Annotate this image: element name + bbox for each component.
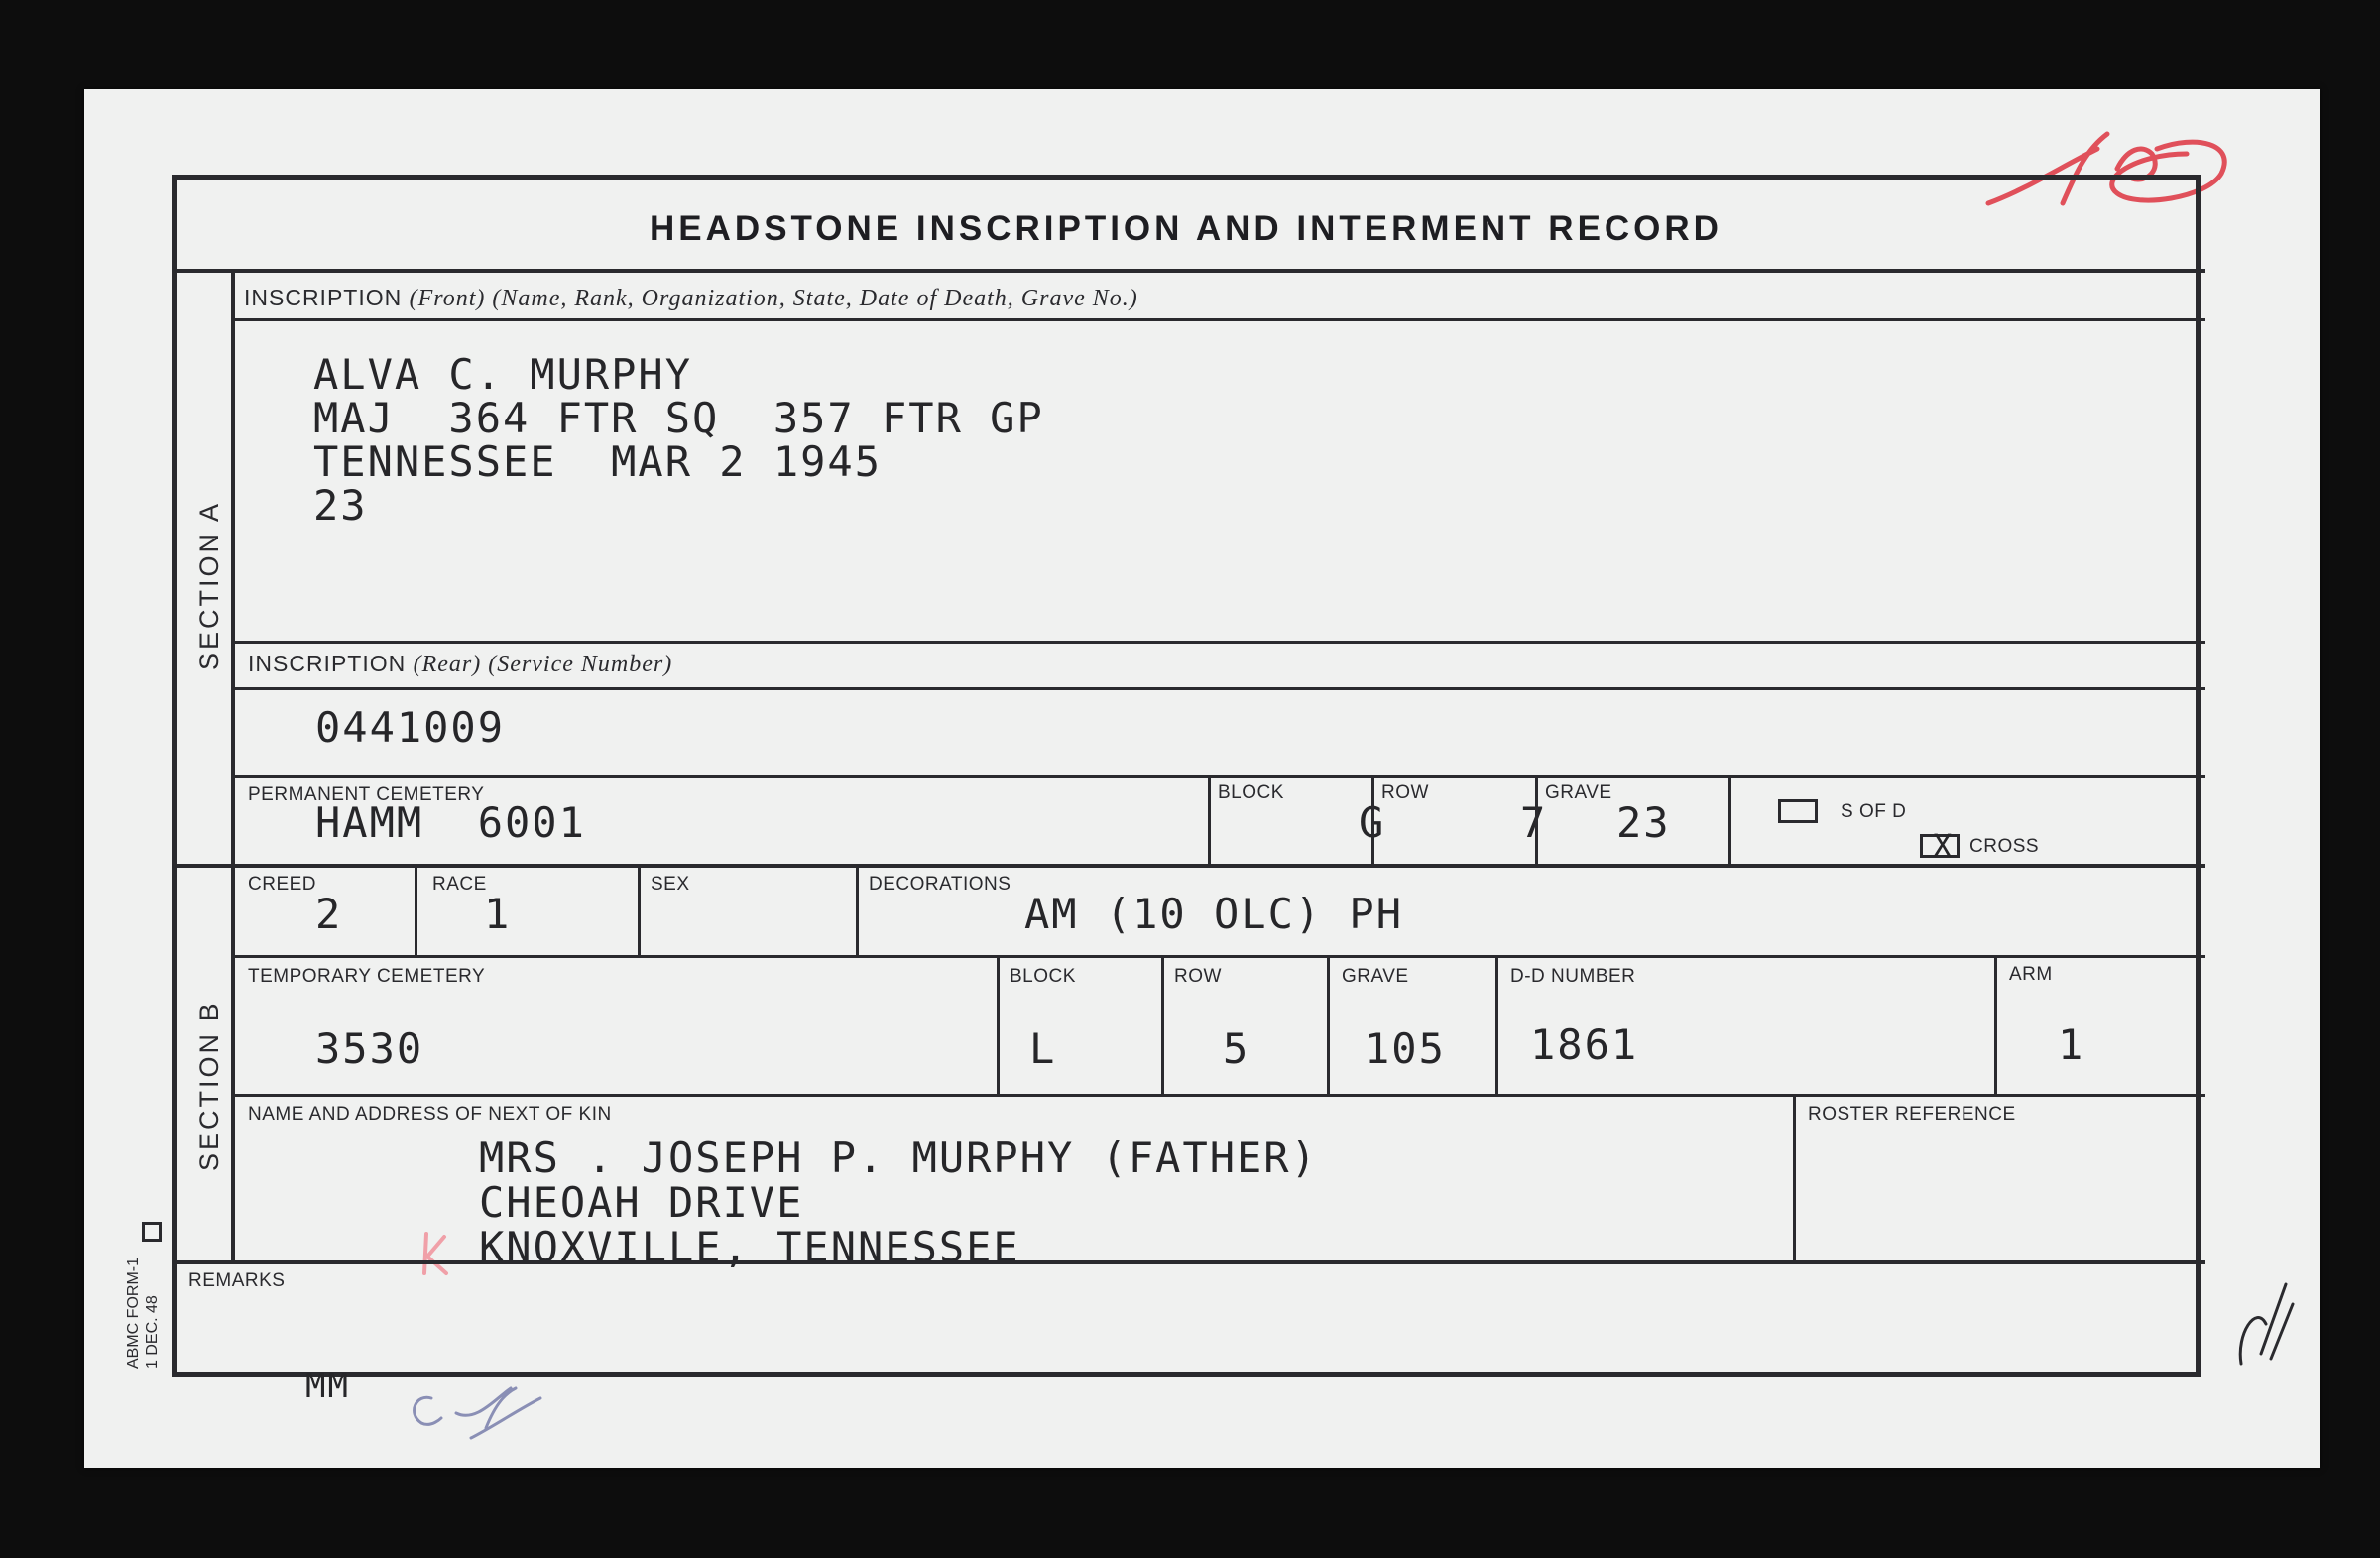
next-of-kin-street: CHEOAH DRIVE — [479, 1178, 804, 1227]
temporary-grave-value: 105 — [1365, 1024, 1446, 1073]
cross-label: CROSS — [1969, 836, 2040, 857]
sofd-label: S OF D — [1841, 801, 1907, 822]
race-label: RACE — [432, 874, 487, 895]
cross-checkbox[interactable] — [1920, 827, 1960, 865]
inscription-line-grave: 23 — [313, 481, 368, 530]
inscription-line-name: ALVA C. MURPHY — [313, 350, 693, 399]
margin-scribble — [2231, 1264, 2301, 1374]
decorations-value: AM (10 OLC) PH — [1024, 890, 1404, 938]
temporary-row-value: 5 — [1223, 1024, 1250, 1073]
race-value: 1 — [484, 890, 512, 938]
permanent-cemetery-label: PERMANENT CEMETERY — [248, 784, 485, 805]
temporary-block-label: BLOCK — [1010, 966, 1076, 987]
blue-pencil-initials — [402, 1378, 550, 1448]
section-b-label: SECTION B — [194, 1000, 224, 1171]
creed-label: CREED — [248, 874, 317, 895]
dd-number-label: D-D NUMBER — [1510, 966, 1636, 987]
red-k-mark — [415, 1229, 454, 1278]
next-of-kin-label: NAME AND ADDRESS OF NEXT OF KIN — [248, 1104, 612, 1125]
sex-label: SEX — [651, 874, 690, 895]
next-of-kin-name: MRS . JOSEPH P. MURPHY (FATHER) — [479, 1134, 1318, 1182]
temporary-grave-label: GRAVE — [1342, 966, 1409, 987]
permanent-row-label: ROW — [1381, 782, 1429, 803]
service-number: 0441009 — [315, 703, 506, 752]
permanent-block-value: G — [1359, 798, 1386, 847]
permanent-grave-value: 23 — [1616, 798, 1671, 847]
inscription-line-state-date: TENNESSEE MAR 2 1945 — [313, 437, 883, 486]
permanent-cemetery-value: HAMM 6001 — [315, 798, 586, 847]
decorations-label: DECORATIONS — [869, 874, 1012, 895]
inscription-front-label: INSCRIPTION (Front) (Name, Rank, Organization, State, Date of Death, Grave No.) — [244, 285, 1138, 311]
permanent-row-value: 7 — [1520, 798, 1548, 847]
arm-value: 1 — [2058, 1020, 2085, 1069]
temporary-cemetery-value: 3530 — [315, 1024, 424, 1073]
permanent-block-label: BLOCK — [1218, 782, 1284, 803]
section-a-label: SECTION A — [194, 500, 224, 670]
form-title: HEADSTONE INSCRIPTION AND INTERMENT RECORD — [650, 209, 1723, 248]
permanent-grave-label: GRAVE — [1545, 782, 1612, 803]
inscription-rear-label: INSCRIPTION (Rear) (Service Number) — [248, 651, 673, 677]
temporary-row-label: ROW — [1174, 966, 1222, 987]
form-number: ABMC FORM-1 1 DEC. 48 — [125, 1258, 161, 1369]
roster-reference-label: ROSTER REFERENCE — [1808, 1104, 2016, 1125]
remarks-label: REMARKS — [188, 1270, 286, 1291]
cross-check-mark: X — [1933, 827, 1953, 865]
creed-value: 2 — [315, 890, 343, 938]
dd-number-value: 1861 — [1530, 1020, 1639, 1069]
inscription-line-rank-unit: MAJ 364 FTR SQ 357 FTR GP — [313, 394, 1044, 442]
record-card — [84, 89, 2320, 1468]
sofd-checkbox[interactable] — [1778, 799, 1818, 823]
form-grid — [172, 175, 2201, 1377]
arm-label: ARM — [2009, 964, 2053, 985]
form-margin-box — [142, 1222, 162, 1242]
temporary-cemetery-label: TEMPORARY CEMETERY — [248, 966, 486, 987]
typist-initials: MM — [305, 1367, 350, 1406]
next-of-kin-city: KNOXVILLE, TENNESSEE — [479, 1223, 1020, 1271]
temporary-block-value: L — [1029, 1024, 1057, 1073]
